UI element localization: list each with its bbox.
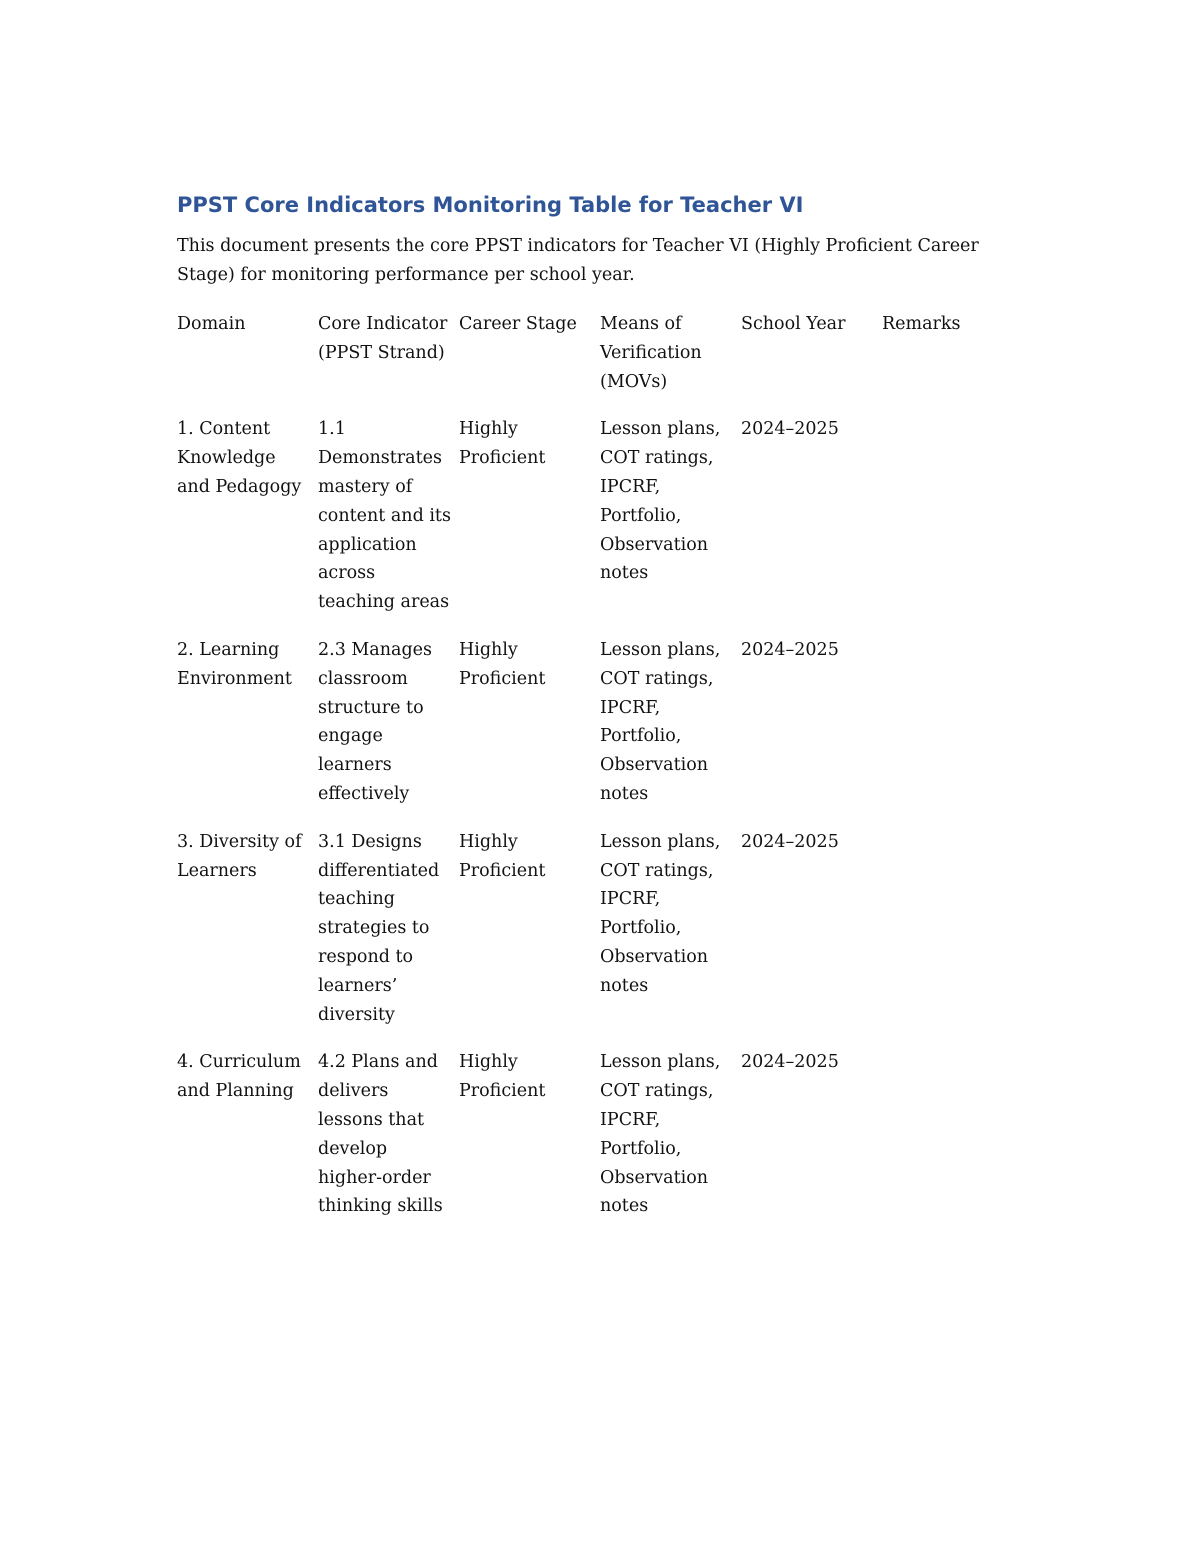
cell-remarks [882,828,1023,1049]
header-movs: Means of Verification (MOVs) [600,314,702,392]
monitoring-table [177,310,1023,1240]
cell-movs: Lesson plans, COT ratings, IPCRF, Portfolio, Observation notes [600,831,721,996]
cell-domain: 1. Content Knowledge and Pedagogy [177,419,302,497]
document-intro: This document presents the core PPST indicators for Teacher VI (Highly Proficient Career Stage) for monitoring performance per school year. [177,236,979,285]
cell-school-year: 2024–2025 [741,419,839,440]
table-row [177,828,1023,1049]
cell-school-year: 2024–2025 [741,1052,839,1073]
cell-core-indicator: 1.1 Demonstrates mastery of content and its application across teaching areas [318,419,451,613]
cell-career-stage: Highly Proficient [459,1052,546,1102]
table-header-row [177,310,1023,415]
document-title: PPST Core Indicators Monitoring Table for Teacher VI [177,193,804,217]
cell-core-indicator: 2.3 Manages classroom structure to engage learners effectively [318,639,432,804]
cell-domain: 4. Curriculum and Planning [177,1052,301,1102]
cell-career-stage: Highly Proficient [459,639,546,689]
cell-domain: 2. Learning Environment [177,639,292,689]
cell-school-year: 2024–2025 [741,639,839,660]
header-core-indicator: Core Indicator (PPST Strand) [318,314,448,363]
table-row [177,415,1023,636]
header-school-year: School Year [741,314,846,334]
cell-remarks [882,1048,1023,1240]
cell-movs: Lesson plans, COT ratings, IPCRF, Portfolio, Observation notes [600,419,721,584]
cell-school-year: 2024–2025 [741,831,839,852]
cell-remarks [882,415,1023,636]
cell-domain: 3. Diversity of Learners [177,831,302,881]
header-remarks: Remarks [882,314,961,334]
table-row [177,1048,1023,1240]
header-career-stage: Career Stage [459,314,577,334]
cell-core-indicator: 3.1 Designs differentiated teaching strategies to respond to learners’ diversity [318,831,440,1025]
cell-core-indicator: 4.2 Plans and delivers lessons that develop higher-order thinking skills [318,1052,443,1217]
cell-career-stage: Highly Proficient [459,419,546,469]
cell-career-stage: Highly Proficient [459,831,546,881]
table-row [177,636,1023,828]
cell-remarks [882,636,1023,828]
cell-movs: Lesson plans, COT ratings, IPCRF, Portfolio, Observation notes [600,639,721,804]
header-domain: Domain [177,314,246,334]
cell-movs: Lesson plans, COT ratings, IPCRF, Portfolio, Observation notes [600,1052,721,1217]
document-page [177,190,1027,1240]
